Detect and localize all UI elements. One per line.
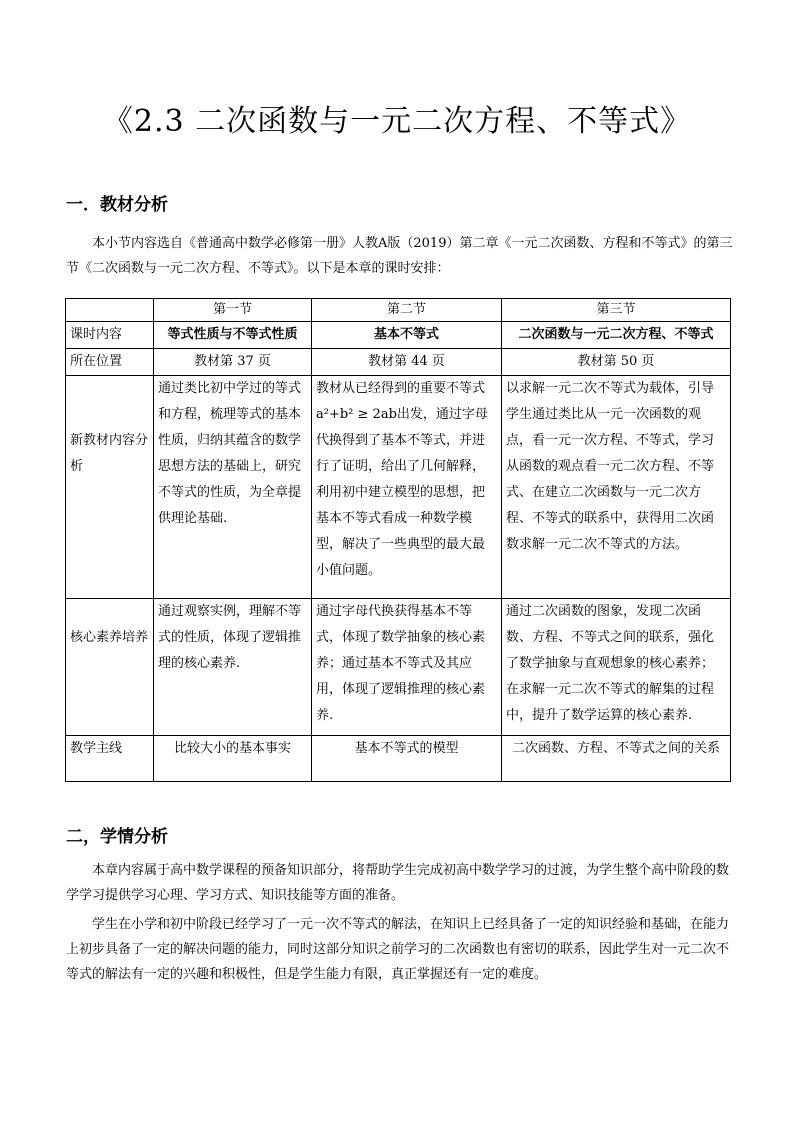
table-cell: 通过二次函数的图象，发现二次函数、方程、不等式之间的联系，强化了数学抽象与直观想象的核心素养；在求解一元二次不等式的解集的过程中，提升了数学运算的核心素养. [502, 599, 731, 736]
table-cell: 等式性质与不等式性质 [154, 322, 312, 349]
table-header-cell: 第一节 [154, 299, 312, 322]
table-cell: 通过字母代换获得基本不等式，体现了数学抽象的核心素养；通过基本不等式及其应用，体现了逻辑推理的核心素养. [312, 599, 502, 736]
table-row [66, 349, 731, 376]
table-row [66, 322, 731, 349]
table-cell: 二次函数与一元二次方程、不等式 [502, 322, 731, 349]
table-cell: 教材从已经得到的重要不等式a²+b² ≥ 2ab出发，通过字母代换得到了基本不等式，并进行了证明，给出了几何解释，利用初中建立模型的思想，把基本不等式看成一种数学模型，解决了一些典型的最大最小值问题。 [312, 376, 502, 599]
student-analysis-paragraph-2: 学生在小学和初中阶段已经学习了一元一次不等式的解法，在知识上已经具备了一定的知识经验和基础，在能力上初步具备了一定的解决问题的能力，同时这部分知识之前学习的二次函数也有密切的联系，因此学生对一元二次不等式的解法有一定的兴趣和积极性，但是学生能力有限，真正掌握还有一定的难度。 [66, 917, 730, 982]
table-cell: 比较大小的基本事实 [154, 736, 312, 782]
row-label: 教学主线 [66, 736, 154, 782]
table-header-cell [66, 299, 154, 322]
table-cell: 二次函数、方程、不等式之间的关系 [502, 736, 731, 782]
table-row [66, 736, 731, 782]
table-cell: 通过类比初中学过的等式和方程，梳理等式的基本性质，归纳其蕴含的数学思想方法的基础上，研究不等式的性质，为全章提供理论基础. [154, 376, 312, 599]
table-row [66, 599, 731, 736]
row-label: 课时内容 [66, 322, 154, 349]
table-cell: 基本不等式的模型 [312, 736, 502, 782]
row-label: 核心素养培养 [66, 599, 154, 736]
table-row [66, 376, 731, 599]
textbook-intro-paragraph: 本小节内容选自《普通高中数学必修第一册》人教A版（2019）第二章《一元二次函数、方程和不等式》的第三节《二次函数与一元二次方程、不等式》。以下是本章的课时安排： [66, 236, 733, 276]
student-analysis-paragraph-1: 本章内容属于高中数学课程的预备知识部分，将帮助学生完成初高中数学学习的过渡，为学生整个高中阶段的数学学习提供学习心理、学习方式、知识技能等方面的准备。 [66, 863, 730, 903]
table-cell: 通过观察实例，理解不等式的性质，体现了逻辑推理的核心素养. [154, 599, 312, 736]
table-cell: 教材第 37 页 [154, 349, 312, 376]
section-heading-textbook-analysis: 一．教材分析 [66, 195, 168, 215]
table-header-cell: 第三节 [502, 299, 731, 322]
table-header-cell: 第二节 [312, 299, 502, 322]
table-cell: 教材第 50 页 [502, 349, 731, 376]
table-cell: 以求解一元二次不等式为载体，引导学生通过类比从一元一次函数的观点，看一元一次方程、不等式，学习从函数的观点看一元二次方程、不等式、在建立二次函数与一元二次方程、不等式的联系中，获得用二次函数求解一元二次不等式的方法。 [502, 376, 731, 599]
table-cell: 教材第 44 页 [312, 349, 502, 376]
schedule-table [65, 298, 731, 782]
row-label: 所在位置 [66, 349, 154, 376]
row-label: 新教材内容分析 [66, 376, 154, 599]
table-header-row [66, 299, 731, 322]
table-cell: 基本不等式 [312, 322, 502, 349]
document-title: 《2.3 二次函数与一元二次方程、不等式》 [102, 104, 692, 139]
section-heading-student-analysis: 二，学情分析 [66, 827, 168, 847]
